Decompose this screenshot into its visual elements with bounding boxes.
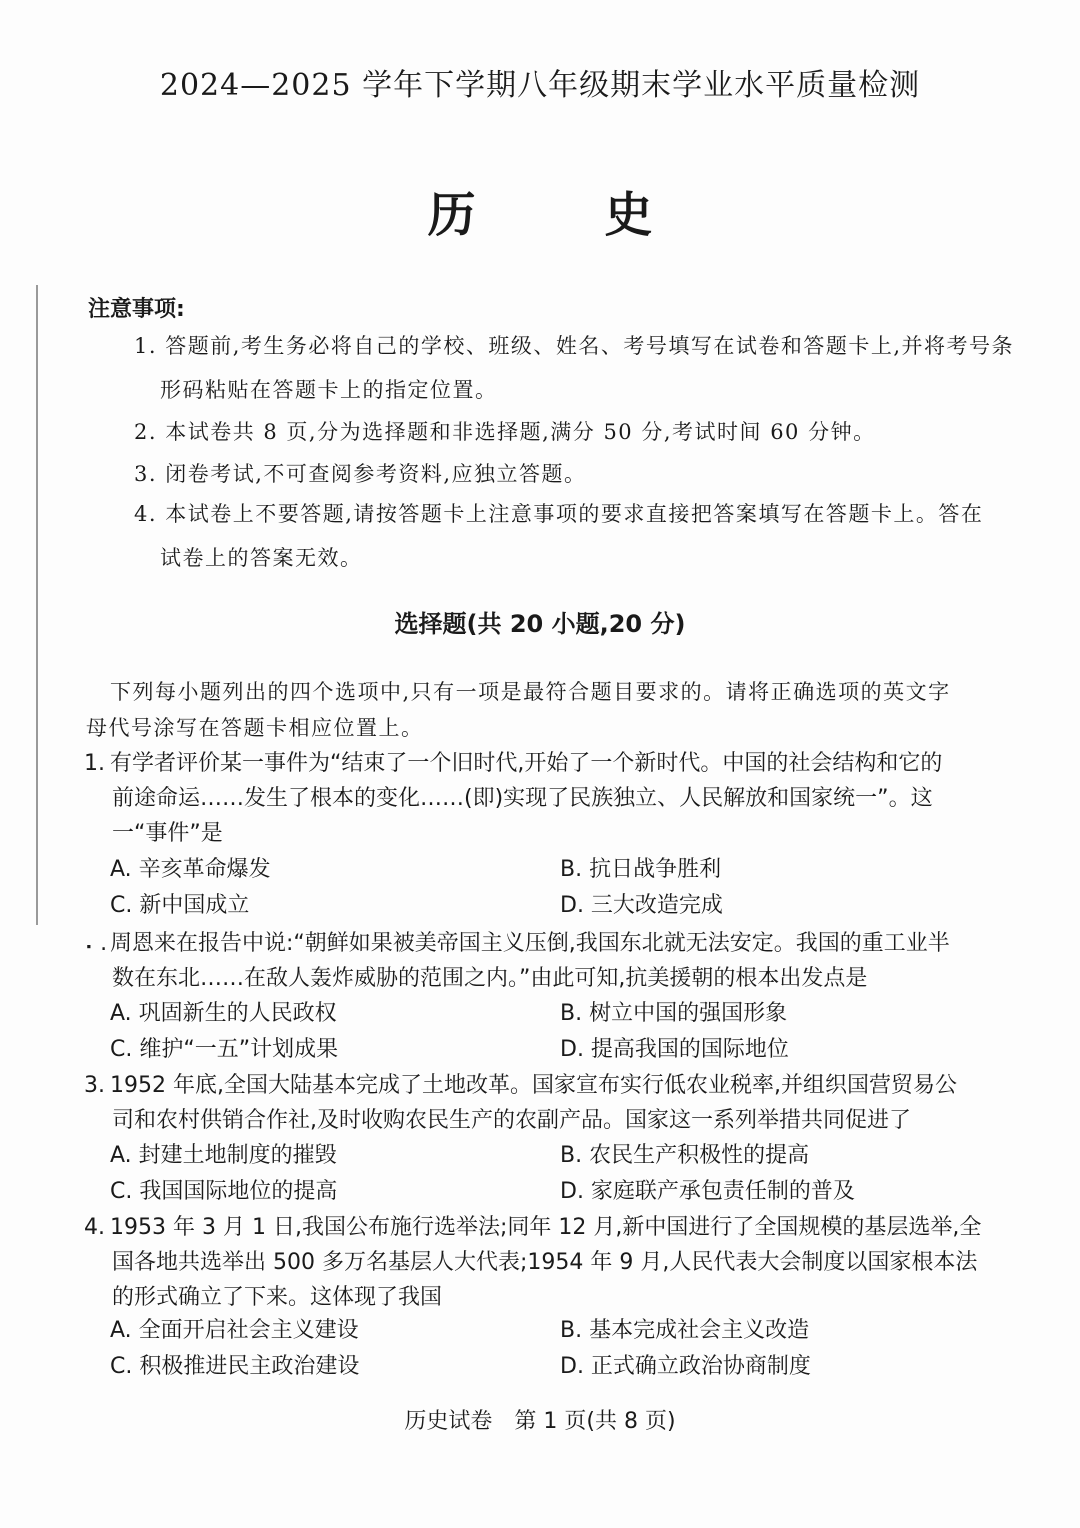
- question-1-line1: [84, 746, 1044, 781]
- question-number: 3.: [84, 1073, 105, 1098]
- option-b: B. 抗日战争胜利: [560, 857, 722, 882]
- question-text: 1952 年底,全国大陆基本完成了土地改革。国家宣布实行低农业税率,并组织国营贸易公: [110, 1073, 957, 1098]
- section-title: 选择题(共 20 小题,20 分): [394, 610, 686, 638]
- option-c: C. 新中国成立: [110, 893, 250, 918]
- option-b: B. 农民生产积极性的提高: [560, 1143, 810, 1168]
- question-4-options: [110, 1313, 1010, 1385]
- notice-item-2-line1: 2. 本试卷共 8 页,分为选择题和非选择题,满分 50 分,考试时间 60 分钟。: [134, 420, 876, 444]
- question-4: [84, 1210, 1044, 1315]
- notice-item-4: [134, 492, 1034, 580]
- option-a: A. 封建土地制度的摧毁: [110, 1143, 337, 1168]
- question-3-line2: 司和农村供销合作社,及时收购农民生产的农副产品。国家这一系列举措共同促进了: [112, 1108, 911, 1133]
- question-text: 1953 年 3 月 1 日,我国公布施行选举法;同年 12 月,新中国进行了全国规模的基层选举,全: [110, 1215, 982, 1240]
- notice-heading: 注意事项:: [88, 297, 185, 322]
- question-2-line1: [84, 926, 1044, 961]
- option-d: D. 正式确立政治协商制度: [560, 1354, 811, 1379]
- question-text: 周恩来在报告中说:“朝鲜如果被美帝国主义压倒,我国东北就无法安定。我国的重工业半: [110, 931, 950, 956]
- question-4-line2: 国各地共选举出 500 多万名基层人大代表;1954 年 9 月,人民代表大会制度以国家根本法: [112, 1250, 978, 1275]
- notice-item-3-line1: 3. 闭卷考试,不可查阅参考资料,应独立答题。: [134, 462, 587, 486]
- question-number: 4.: [84, 1215, 105, 1240]
- question-number: 1.: [84, 751, 105, 776]
- question-2: [84, 926, 1044, 996]
- instruction-line1: 下列每小题列出的四个选项中,只有一项是最符合题目要求的。请将正确选项的英文字: [110, 680, 951, 704]
- option-d: D. 三大改造完成: [560, 893, 723, 918]
- exam-title: 2024—2025 学年下学期八年级期末学业水平质量检测: [159, 68, 921, 103]
- notice-item-3: [134, 452, 1034, 496]
- option-c: C. 我国国际地位的提高: [110, 1179, 338, 1204]
- notice-item-1-line1: 1. 答题前,考生务必将自己的学校、班级、姓名、考号填写在试卷和答题卡上,并将考号条: [134, 334, 1015, 358]
- question-1: [84, 746, 1044, 851]
- question-3-line1: [84, 1068, 1044, 1103]
- question-2-options: [110, 996, 1010, 1068]
- question-4-line3: 的形式确立了下来。这体现了我国: [112, 1285, 443, 1310]
- option-a: A. 辛亥革命爆发: [110, 857, 271, 882]
- question-3-options: [110, 1138, 1010, 1210]
- question-1-options: [110, 852, 1010, 924]
- notice-item-2: [134, 410, 1034, 454]
- question-2-line2: 数在东北……在敌人轰炸威胁的范围之内。”由此可知,抗美援朝的根本出发点是: [112, 966, 868, 991]
- notice-item-4-line1: 4. 本试卷上不要答题,请按答题卡上注意事项的要求直接把答案填写在答题卡上。答在: [134, 502, 984, 526]
- option-d: D. 家庭联产承包责任制的普及: [560, 1179, 855, 1204]
- notice-item-1-line2: 形码粘贴在答题卡上的指定位置。: [160, 378, 498, 402]
- page-footer: 历史试卷 第 1 页(共 8 页): [404, 1409, 676, 1434]
- question-1-line3: 一“事件”是: [112, 821, 223, 846]
- option-a: A. 全面开启社会主义建设: [110, 1318, 359, 1343]
- section-instruction: [86, 674, 1038, 746]
- option-d: D. 提高我国的国际地位: [560, 1037, 789, 1062]
- option-c: C. 积极推进民主政治建设: [110, 1354, 360, 1379]
- notice-item-1: [134, 324, 1034, 412]
- option-c: C. 维护“一五”计划成果: [110, 1037, 339, 1062]
- question-number: ⠄.: [84, 931, 108, 956]
- question-text: 有学者评价某一事件为“结束了一个旧时代,开始了一个新时代。中国的社会结构和它的: [110, 751, 943, 776]
- option-b: B. 基本完成社会主义改造: [560, 1318, 810, 1343]
- subject-title: 历 史: [427, 187, 709, 243]
- question-3: [84, 1068, 1044, 1138]
- question-1-line2: 前途命运……发生了根本的变化……(即)实现了民族独立、人民解放和国家统一”。这: [112, 786, 933, 811]
- option-a: A. 巩固新生的人民政权: [110, 1001, 337, 1026]
- instruction-line2: 母代号涂写在答题卡相应位置上。: [86, 716, 424, 740]
- option-b: B. 树立中国的强国形象: [560, 1001, 788, 1026]
- notice-item-4-line2: 试卷上的答案无效。: [160, 546, 363, 570]
- question-4-line1: [84, 1210, 1044, 1245]
